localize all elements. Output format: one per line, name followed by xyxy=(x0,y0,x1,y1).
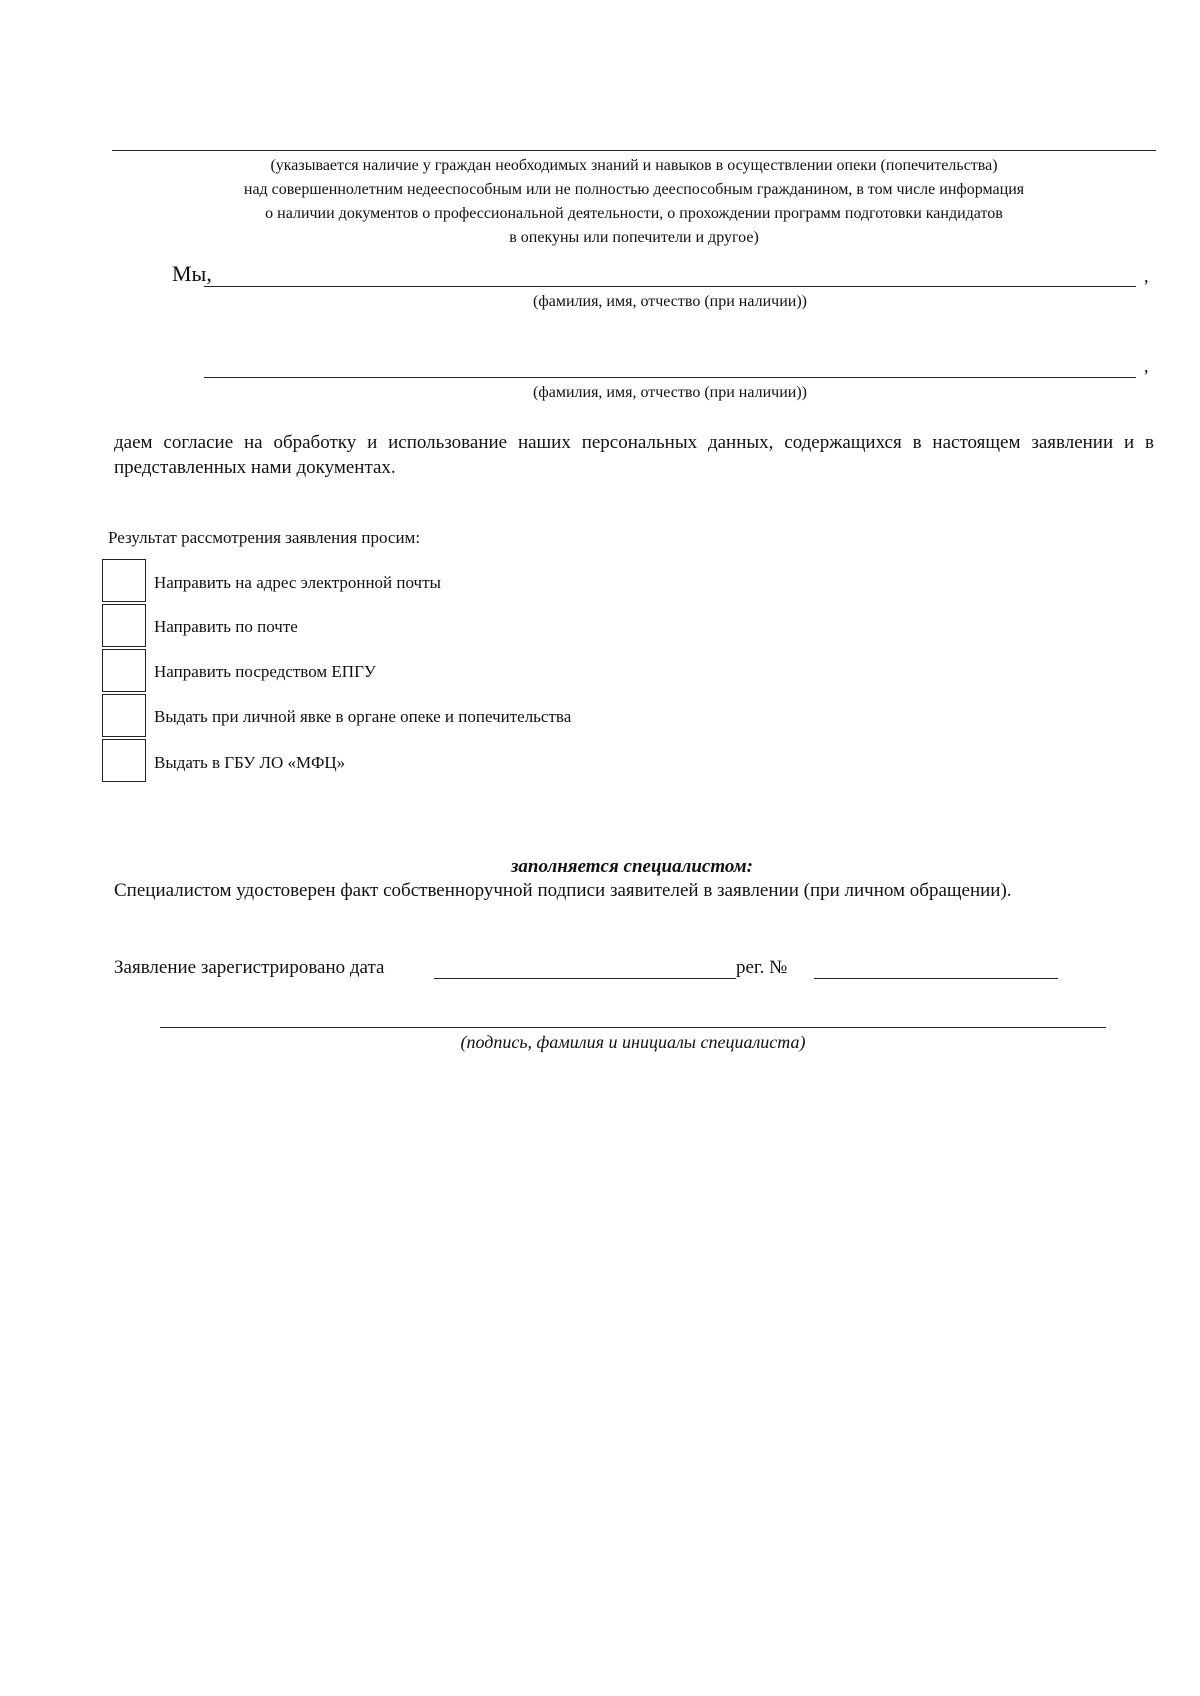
we-label: Мы, xyxy=(172,261,212,286)
skills-caption-line: над совершеннолетним недееспособным или не полностью дееспособным гражданином, в том числе информация xyxy=(243,181,1025,198)
skills-caption-line: в опекуны или попечители и другое) xyxy=(509,229,759,246)
option-label-post: Направить по почте xyxy=(154,617,298,636)
skills-caption xyxy=(112,154,1156,250)
consent-text: даем согласие на обработку и использование наших персональных данных, содержащихся в настоящем заявлении и в представленных нами документах. xyxy=(114,432,1154,478)
applicant-2-comma: , xyxy=(1144,356,1149,376)
registered-label: Заявление зарегистрировано дата xyxy=(114,957,385,978)
option-label-epgu: Направить посредством ЕПГУ xyxy=(154,662,376,681)
option-checkbox-in-person[interactable] xyxy=(102,694,146,737)
option-label-email: Направить на адрес электронной почты xyxy=(154,573,441,592)
skills-caption-line: (указывается наличие у граждан необходимых знаний и навыков в осуществлении опеки (попечительства) xyxy=(270,157,998,174)
option-checkbox-mfc[interactable] xyxy=(102,739,146,782)
specialist-signature-field[interactable] xyxy=(160,1027,1106,1028)
applicant-2-name-field[interactable] xyxy=(204,377,1136,378)
specialist-certified-text: Специалистом удостоверен факт собственноручной подписи заявителей в заявлении (при личном обращении). xyxy=(114,880,1012,901)
specialist-heading: заполняется специалистом: xyxy=(511,856,753,877)
applicant-2-fio-caption: (фамилия, имя, отчество (при наличии)) xyxy=(533,384,807,401)
option-label-mfc: Выдать в ГБУ ЛО «МФЦ» xyxy=(154,753,346,772)
option-checkbox-post[interactable] xyxy=(102,604,146,647)
option-label-in-person: Выдать при личной явке в органе опеке и попечительства xyxy=(154,707,572,726)
applicant-1-fio-caption: (фамилия, имя, отчество (при наличии)) xyxy=(533,293,807,310)
registration-date-field[interactable] xyxy=(434,978,736,979)
reg-number-label: рег. № xyxy=(736,957,788,978)
applicant-1-name-field[interactable] xyxy=(204,286,1136,287)
option-checkbox-email[interactable] xyxy=(102,559,146,602)
top-rule xyxy=(112,150,1156,151)
applicant-1-comma: , xyxy=(1144,266,1149,286)
reg-number-field[interactable] xyxy=(814,978,1058,979)
skills-caption-line: о наличии документов о профессиональной деятельности, о прохождении программ подготовки кандидатов xyxy=(265,205,1003,222)
option-checkbox-epgu[interactable] xyxy=(102,649,146,692)
result-title: Результат рассмотрения заявления просим: xyxy=(108,528,421,547)
signature-caption: (подпись, фамилия и инициалы специалиста) xyxy=(460,1032,806,1052)
